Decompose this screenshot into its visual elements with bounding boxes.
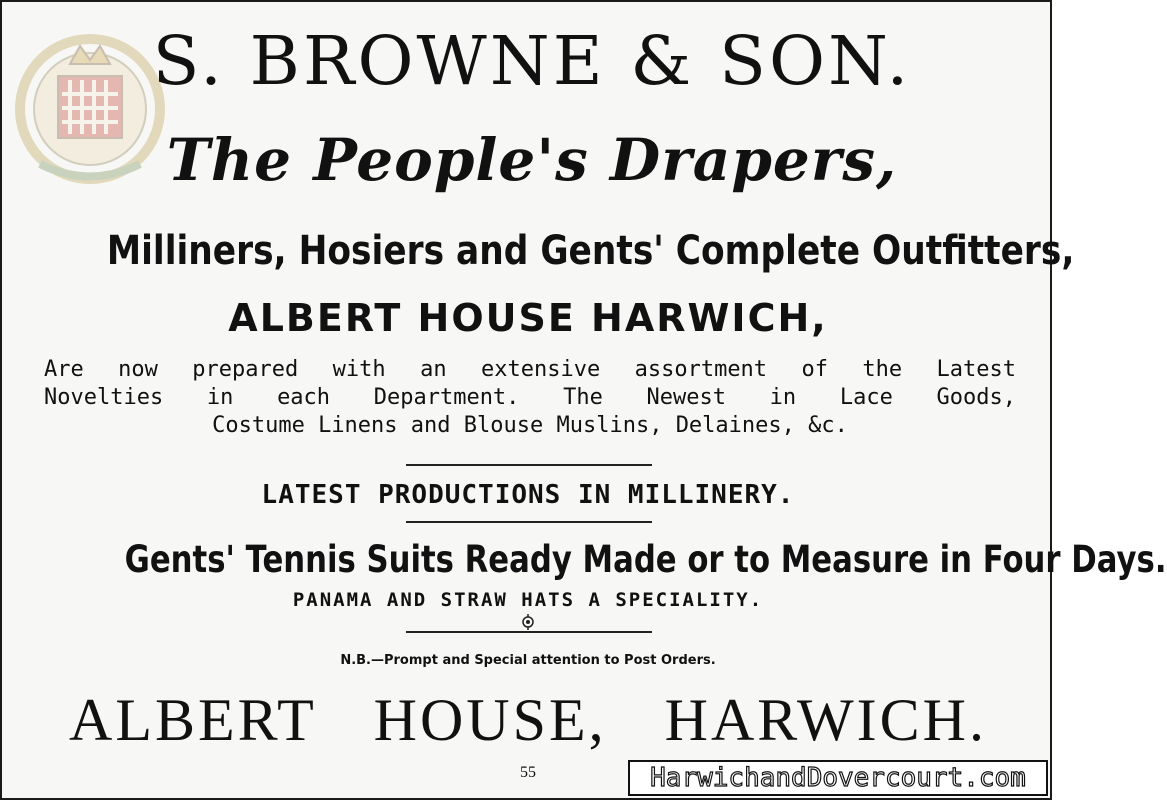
address-top: ALBERT HOUSE HARWICH, — [228, 296, 828, 340]
tagline-heading: The People's Drapers, — [166, 126, 898, 194]
description-paragraph — [44, 356, 1016, 440]
divider-rule — [406, 521, 652, 523]
divider-rule — [406, 464, 652, 466]
tennis-suits-line: Gents' Tennis Suits Ready Made or to Measure in Four Days. — [124, 538, 1167, 581]
trades-subtitle: Milliners, Hosiers and Gents' Complete Outfitters, — [106, 228, 1075, 274]
shop-name-heading: S. BROWNE & SON. — [152, 22, 912, 100]
paragraph-line: Novelties in each Department. The Newest in Lace Goods, — [44, 385, 1016, 410]
panama-hats-line: PANAMA AND STRAW HATS A SPECIALITY. — [292, 589, 764, 611]
website-watermark: HarwichandDovercourt.com — [628, 760, 1048, 796]
post-orders-note: N.B.—Prompt and Special attention to Post Orders. — [340, 653, 716, 668]
paragraph-line: Costume Linens and Blouse Muslins, Delaines, &c. — [212, 413, 848, 438]
paragraph-line: Are now prepared with an extensive assortment of the Latest — [44, 357, 1016, 382]
millinery-line: LATEST PRODUCTIONS IN MILLINERY. — [261, 480, 795, 510]
divider-rule — [406, 631, 652, 633]
page-number: 55 — [520, 764, 536, 781]
fleuron-icon — [520, 614, 536, 630]
address-bottom: ALBERT HOUSE, HARWICH. — [69, 687, 987, 753]
